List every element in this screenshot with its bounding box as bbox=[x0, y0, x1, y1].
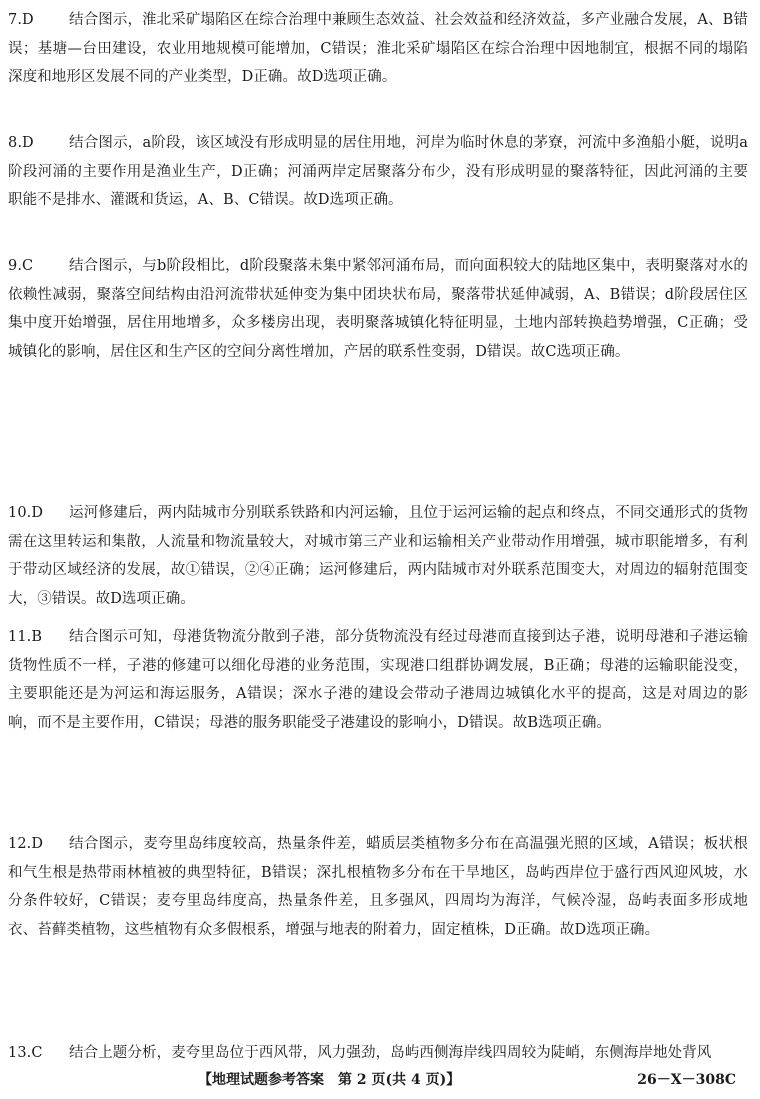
item-explanation: 运河修建后，两内陆城市分别联系铁路和内河运输，且位于运河运输的起点和终点，不同交通形式的货物需在这里转运和集散，人流量和物流量较大，对城市第三产业和运输相关产业带动作用增强，城市职能增多，有利于带动区域经济的发展，故①错误，②④正确；运河修建后，两内陆城市对外联系范围变大，对周边的辐射范围变大，③错误。故D选项正确。 bbox=[8, 505, 748, 607]
item-explanation: 结合图示，淮北采矿塌陷区在综合治理中兼顾生态效益、社会效益和经济效益，多产业融合发展，A、B错误；基塘—台田建设，农业用地规模可能增加，C错误；淮北采矿塌陷区在综合治理中因地制宜，根据不同的塌陷深度和地形区发展不同的产业类型，D正确。故D选项正确。 bbox=[8, 12, 748, 85]
item-number: 8.D bbox=[8, 135, 34, 151]
page-footer bbox=[0, 1069, 760, 1095]
item-explanation: 结合图示，与b阶段相比，d阶段聚落未集中紧邻河涌布局，而向面积较大的陆地区集中，表明聚落对水的依赖性减弱，聚落空间结构由沿河流带状延伸变为集中团块状布局，聚落带状延伸减弱，A、B错误；d阶段居住区集中度开始增强，居住用地增多，众多楼房出现，表明聚落城镇化特征明显，土地内部转换趋势增强，C正确；受城镇化的影响，居住区和生产区的空间分离性增加，产居的联系性变弱，D错误。故C选项正确。 bbox=[8, 258, 748, 360]
item-number: 11.B bbox=[8, 629, 43, 645]
answer-item-8 bbox=[8, 129, 748, 215]
footer-code: 26－X－308C bbox=[637, 1072, 736, 1088]
footer-title: 【地理试题参考答案 第 2 页(共 4 页)】 bbox=[198, 1072, 461, 1088]
answer-item-7 bbox=[8, 6, 748, 92]
answer-item-10 bbox=[8, 499, 748, 613]
item-number: 10.D bbox=[8, 505, 44, 521]
answer-item-12 bbox=[8, 830, 748, 944]
item-number: 9.C bbox=[8, 258, 34, 274]
item-explanation: 结合图示，a阶段，该区域没有形成明显的居住用地，河岸为临时休息的茅寮，河流中多渔船小艇，说明a阶段河涌的主要作用是渔业生产，D正确；河涌两岸定居聚落分布少，没有形成明显的聚落特征，因此河涌的主要职能不是排水、灌溉和货运，A、B、C错误。故D选项正确。 bbox=[8, 135, 748, 208]
answer-item-9 bbox=[8, 252, 748, 366]
item-number: 12.D bbox=[8, 836, 44, 852]
item-explanation: 结合上题分析，麦夸里岛位于西风带，风力强劲，岛屿西侧海岸线四周较为陡峭，东侧海岸地处背风 bbox=[69, 1045, 712, 1061]
item-explanation: 结合图示可知，母港货物流分散到子港，部分货物流没有经过母港而直接到达子港，说明母港和子港运输货物性质不一样，子港的修建可以细化母港的业务范围，实现港口组群协调发展，B正确；母港的运输职能没变，主要职能还是为河运和海运服务，A错误；深水子港的建设会带动子港周边城镇化水平的提高，这是对周边的影响，而不是主要作用，C错误；母港的服务职能受子港建设的影响小，D错误。故B选项正确。 bbox=[8, 629, 748, 731]
item-explanation: 结合图示，麦夸里岛纬度较高，热量条件差，蜡质层类植物多分布在高温强光照的区域，A错误；板状根和气生根是热带雨林植被的典型特征，B错误；深扎根植物多分布在干旱地区，岛屿西岸位于盛行西风迎风坡，水分条件较好，C错误；麦夸里岛纬度高，热量条件差，且多强风，四周均为海洋，气候冷湿，岛屿表面多形成地衣、苔藓类植物，这些植物有众多假根系，增强与地表的附着力，固定植株，D正确。故D选项正确。 bbox=[8, 836, 748, 938]
answer-item-13 bbox=[8, 1039, 748, 1068]
item-number: 7.D bbox=[8, 12, 34, 28]
answer-item-11 bbox=[8, 623, 748, 737]
item-number: 13.C bbox=[8, 1045, 43, 1061]
